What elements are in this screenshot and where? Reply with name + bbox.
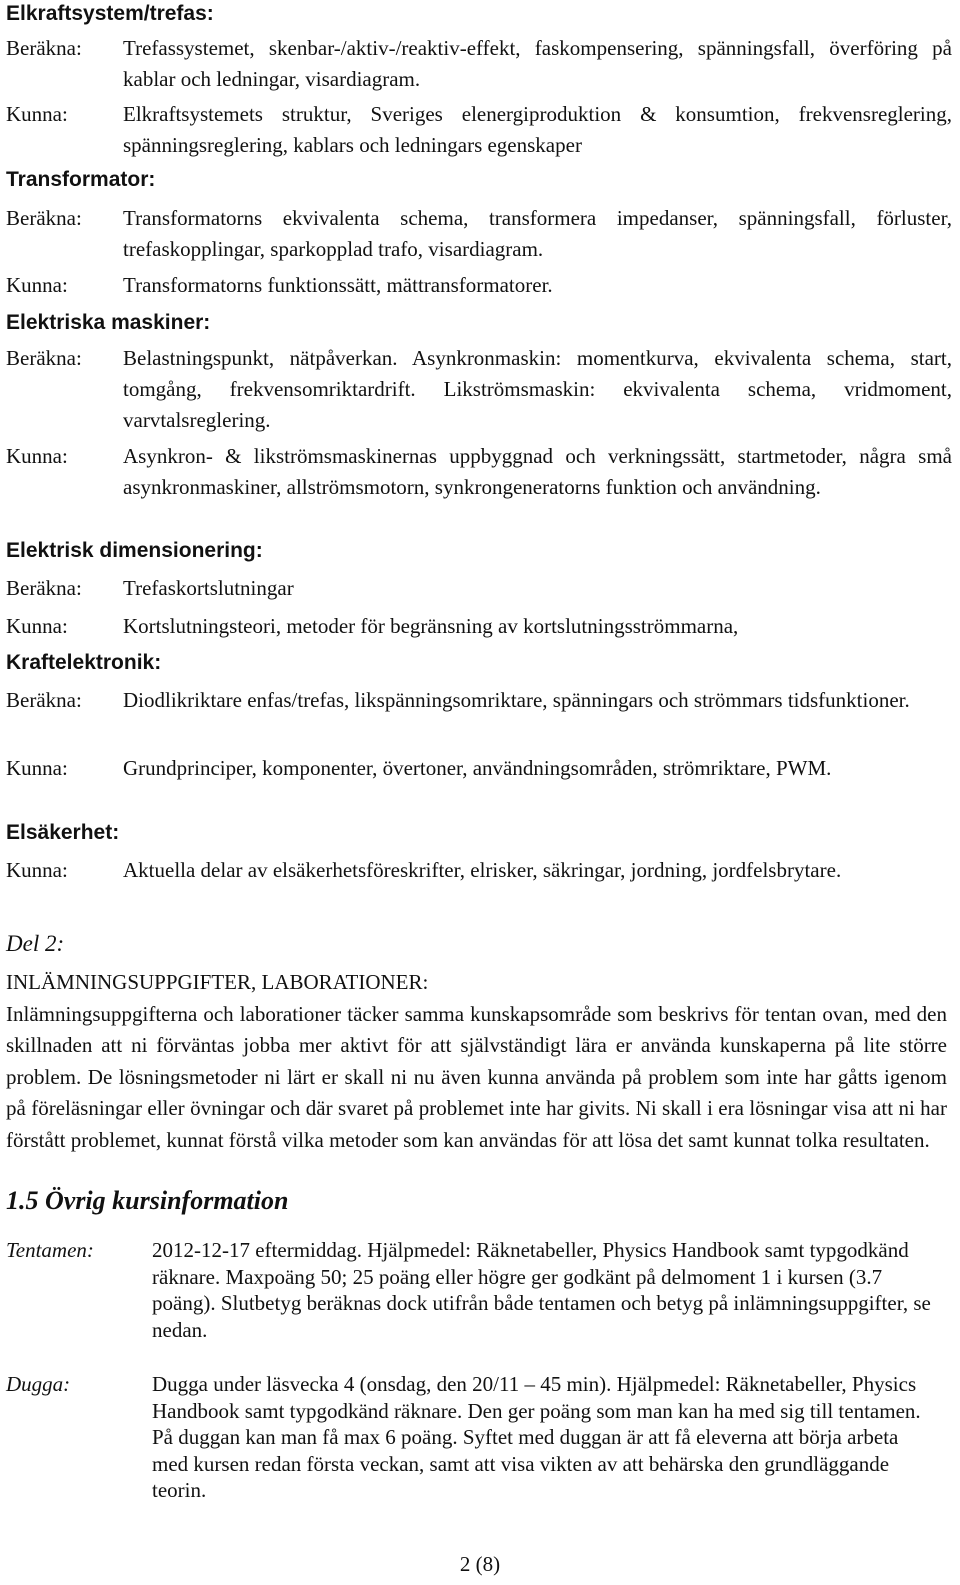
info-text-dugga: Dugga under läsvecka 4 (onsdag, den 20/11 – 45 min). Hjälpmedel: Räknetabeller, Physics Handbook samt typgodkänd räknare. Den ger poäng som man kan ha med sig till tentamen. På duggan kan man få max 6 poäng. Syftet med duggan är att få eleverna att börja arbeta med kursen redan första veckan, samt att visa vikten av att behärska den grundläggande teorin. [152, 1372, 921, 1502]
row-maskiner-kunna [6, 441, 952, 534]
part-title: Del 2: [6, 931, 65, 956]
section-heading-elsakerhet: Elsäkerhet: [6, 821, 120, 844]
row-kraftelektronik-berakna [6, 685, 952, 747]
row-label: Kunna: [6, 858, 68, 882]
row-text: Trefassystemet, skenbar-/aktiv-/reaktiv-effekt, faskompensering, spänningsfall, överföring på kablar och ledningar, visardiagram. [123, 36, 952, 91]
row-label: Kunna: [6, 102, 68, 126]
row-label: Kunna: [6, 756, 68, 780]
row-label: Kunna: [6, 444, 68, 468]
section-heading-kraftelektronik: Kraftelektronik: [6, 651, 162, 674]
row-label: Beräkna: [6, 346, 82, 370]
row-elkraftsystem-berakna [6, 33, 952, 95]
section-heading-transformator: Transformator: [6, 168, 156, 191]
row-text: Kortslutningsteori, metoder för begränsning av kortslutningsströmmarna, [123, 614, 739, 638]
row-transformator-kunna [6, 270, 952, 301]
row-dimensionering-kunna [6, 611, 952, 642]
row-text: Diodlikriktare enfas/trefas, likspänningsomriktare, spänningars och strömmars tidsfunktioner. [123, 688, 910, 712]
row-dimensionering-berakna [6, 573, 952, 604]
row-label: Beräkna: [6, 206, 82, 230]
row-label: Kunna: [6, 614, 68, 638]
row-text: Trefaskortslutningar [123, 576, 294, 600]
row-elsakerhet-kunna [6, 855, 952, 917]
row-text: Belastningspunkt, nätpåverkan. Asynkronmaskin: momentkurva, ekvivalenta schema, start, tomgång, frekvensomriktardrift. Likströmsmaskin: ekvivalenta schema, vridmoment, varvtalsreglering. [123, 346, 952, 432]
row-transformator-berakna [6, 203, 952, 265]
row-text: Elkraftsystemets struktur, Sveriges elenergiproduktion & konsumtion, frekvensreglering, spänningsreglering, kablars och ledningars egenskaper [123, 102, 952, 157]
row-text: Grundprinciper, komponenter, övertoner, användningsområden, strömriktare, PWM. [123, 756, 832, 780]
section-heading-elektrisk-dimensionering: Elektrisk dimensionering: [6, 539, 263, 562]
section-heading-elektriska-maskiner: Elektriska maskiner: [6, 311, 211, 334]
row-label: Beräkna: [6, 576, 82, 600]
info-label-tentamen: Tentamen: [6, 1238, 94, 1262]
row-text: Transformatorns funktionssätt, mättransformatorer. [123, 273, 553, 297]
part-subtitle: INLÄMNINGSUPPGIFTER, LABORATIONER: [6, 970, 429, 994]
row-label: Beräkna: [6, 36, 82, 60]
row-text: Transformatorns ekvivalenta schema, transformera impedanser, spänningsfall, förluster, trefaskopplingar, sparkopplad trafo, visardiagram. [123, 206, 952, 261]
row-label: Kunna: [6, 273, 68, 297]
section-heading-elkraftsystem: Elkraftsystem/trefas: [6, 2, 214, 25]
row-elkraftsystem-kunna [6, 99, 952, 161]
row-text: Aktuella delar av elsäkerhetsföreskrifter, elrisker, säkringar, jordning, jordfelsbrytare. [123, 858, 842, 882]
info-text-tentamen: 2012-12-17 eftermiddag. Hjälpmedel: Räknetabeller, Physics Handbook samt typgodkänd räknare. Maxpoäng 50; 25 poäng eller högre ger godkänt på delmoment 1 i kursen (3.7 poäng). Slutbetyg beräknas dock utifrån både tentamen och betyg på inlämningsuppgifter, se nedan. [152, 1238, 931, 1342]
part-paragraph: Inlämningsuppgifterna och laborationer täcker samma kunskapsområde som beskrivs för tentan ovan, med den skillnaden att ni förväntas jobba mer aktivt för att självständigt lära er använda kunskaperna på lite större problem. De lösningsmetoder ni lärt er skall ni nu även kunna använda på problem som inte har gåtts igenom på föreläsningar eller övningar och där svaret på problemet inte har givits. Ni skall i era lösningar visa att ni har förstått problemet, kunnat förstå vilka metoder som kan användas för att lösa det samt kunnat tolka resultaten. [6, 1002, 947, 1152]
row-text: Asynkron- & likströmsmaskinernas uppbyggnad och verkningssätt, startmetoder, några små asynkronmaskiner, allströmsmotorn, synkrongeneratorns funktion och användning. [123, 444, 952, 499]
info-label-dugga: Dugga: [6, 1372, 71, 1396]
row-maskiner-berakna [6, 343, 952, 436]
page-number: 2 (8) [459, 1552, 501, 1576]
row-kraftelektronik-kunna [6, 753, 952, 815]
section-heading-course-info: 1.5 Övrig kursinformation [6, 1186, 289, 1215]
row-label: Beräkna: [6, 688, 82, 712]
